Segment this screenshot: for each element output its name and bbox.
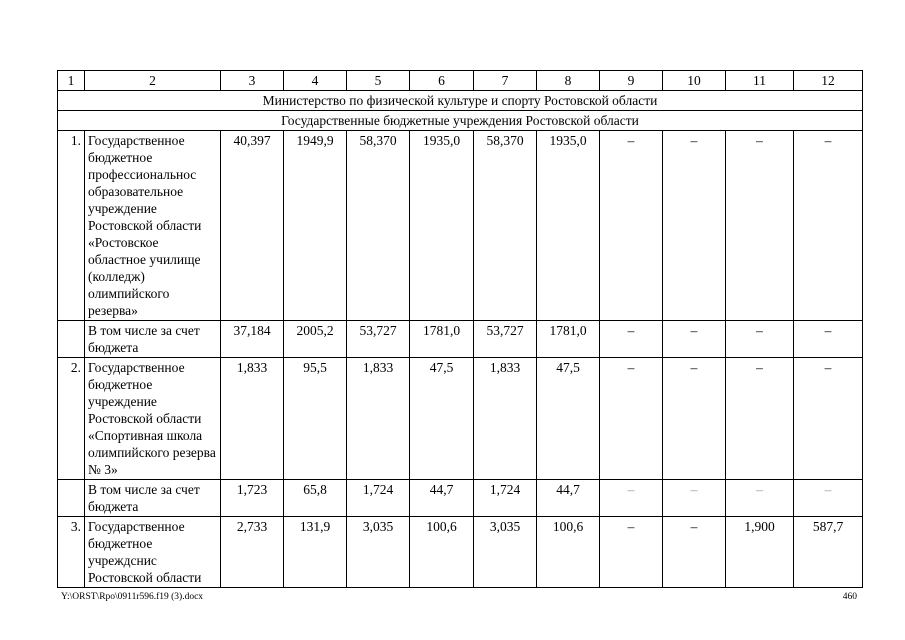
cell-c6: 1781,0 (410, 321, 474, 358)
cell-c6: 47,5 (410, 358, 474, 480)
cell-c5: 3,035 (347, 517, 410, 588)
cell-c12: – (794, 131, 863, 321)
institution-name: Государственное бюджетное учреждснис Ростовской области (85, 517, 221, 588)
cell-c12: – (794, 358, 863, 480)
institution-name: В том числе за счет бюджета (85, 480, 221, 517)
budget-table (57, 70, 863, 588)
cell-c7: 58,370 (474, 131, 537, 321)
column-number: 8 (537, 71, 600, 91)
cell-c5: 1,833 (347, 358, 410, 480)
cell-c5: 58,370 (347, 131, 410, 321)
cell-c12: – (794, 480, 863, 517)
column-number: 10 (663, 71, 726, 91)
section-row (58, 111, 863, 131)
cell-c11: – (726, 480, 794, 517)
column-number: 3 (221, 71, 284, 91)
cell-c10: – (663, 480, 726, 517)
cell-c5: 1,724 (347, 480, 410, 517)
row-number: 3. (58, 517, 85, 588)
row-number: 1. (58, 131, 85, 321)
column-number: 7 (474, 71, 537, 91)
cell-c9: – (600, 321, 663, 358)
cell-c9: – (600, 358, 663, 480)
row-number (58, 480, 85, 517)
cell-c11: 1,900 (726, 517, 794, 588)
cell-c3: 1,723 (221, 480, 284, 517)
cell-c7: 1,833 (474, 358, 537, 480)
cell-c11: – (726, 321, 794, 358)
table-row (58, 321, 863, 358)
cell-c12: – (794, 321, 863, 358)
file-path: Y:\ORST\Rpo\0911r596.f19 (3).docx (61, 592, 204, 602)
cell-c4: 131,9 (284, 517, 347, 588)
institution-name: Государственное бюджетное учреждение Ростовской области «Спортивная школа олимпийского резерва № 3» (85, 358, 221, 480)
row-number: 2. (58, 358, 85, 480)
cell-c10: – (663, 358, 726, 480)
institution-name: В том числе за счет бюджета (85, 321, 221, 358)
cell-c4: 65,8 (284, 480, 347, 517)
cell-c10: – (663, 517, 726, 588)
column-number: 5 (347, 71, 410, 91)
cell-c4: 95,5 (284, 358, 347, 480)
ministry-title: Министерство по физической культуре и спорту Ростовской области (58, 91, 863, 111)
cell-c8: 47,5 (537, 358, 600, 480)
cell-c7: 3,035 (474, 517, 537, 588)
column-number: 9 (600, 71, 663, 91)
column-number: 12 (794, 71, 863, 91)
cell-c8: 1935,0 (537, 131, 600, 321)
row-number (58, 321, 85, 358)
cell-c11: – (726, 131, 794, 321)
cell-c10: – (663, 321, 726, 358)
ministry-row (58, 91, 863, 111)
table-row (58, 480, 863, 517)
cell-c9: – (600, 131, 663, 321)
cell-c4: 1949,9 (284, 131, 347, 321)
cell-c11: – (726, 358, 794, 480)
cell-c6: 44,7 (410, 480, 474, 517)
cell-c8: 44,7 (537, 480, 600, 517)
cell-c9: – (600, 480, 663, 517)
cell-c8: 1781,0 (537, 321, 600, 358)
column-number-row (58, 71, 863, 91)
column-number: 6 (410, 71, 474, 91)
column-number: 2 (85, 71, 221, 91)
cell-c3: 37,184 (221, 321, 284, 358)
cell-c4: 2005,2 (284, 321, 347, 358)
cell-c7: 1,724 (474, 480, 537, 517)
cell-c9: – (600, 517, 663, 588)
cell-c3: 40,397 (221, 131, 284, 321)
column-number: 1 (58, 71, 85, 91)
cell-c3: 1,833 (221, 358, 284, 480)
section-title: Государственные бюджетные учреждения Ростовской области (58, 111, 863, 131)
institution-name: Государственное бюджетное профессиональнос образовательное учреждение Ростовской области «Ростовское областное училище (колледж) олимпийского резерва» (85, 131, 221, 321)
table-row (58, 131, 863, 321)
cell-c8: 100,6 (537, 517, 600, 588)
table-row (58, 358, 863, 480)
cell-c6: 100,6 (410, 517, 474, 588)
cell-c6: 1935,0 (410, 131, 474, 321)
cell-c3: 2,733 (221, 517, 284, 588)
column-number: 4 (284, 71, 347, 91)
cell-c7: 53,727 (474, 321, 537, 358)
cell-c10: – (663, 131, 726, 321)
cell-c12: 587,7 (794, 517, 863, 588)
cell-c5: 53,727 (347, 321, 410, 358)
table-row (58, 517, 863, 588)
page-number: 460 (842, 592, 857, 602)
column-number: 11 (726, 71, 794, 91)
